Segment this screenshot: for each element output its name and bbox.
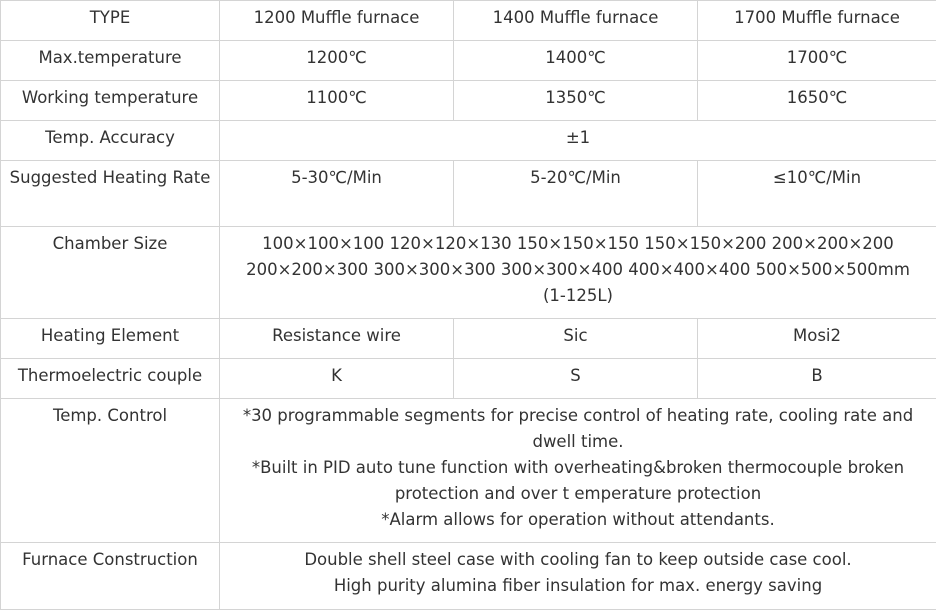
header-1400: 1400 Muffle furnace: [454, 1, 698, 41]
cell-construction-merged: [220, 543, 936, 610]
header-1700: 1700 Muffle furnace: [698, 1, 936, 41]
cell-1700: ≤10℃/Min: [698, 161, 936, 227]
header-type: TYPE: [1, 1, 220, 41]
row-label: Thermoelectric couple: [1, 359, 220, 399]
cell-chamber-merged: 100×100×100 120×120×130 150×150×150 150×150×200 200×200×200 200×200×300 300×300×300 300×300×400 400×400×400 500×500×500mm (1-125L): [220, 227, 936, 319]
cell-1400: 1350℃: [454, 81, 698, 121]
cell-1200: 1200℃: [220, 41, 454, 81]
construction-line-1: Double shell steel case with cooling fan to keep outside case cool.: [226, 547, 930, 573]
table-row-max-temperature: [1, 41, 936, 81]
row-label: Working temperature: [1, 81, 220, 121]
row-label: Suggested Heating Rate: [1, 161, 220, 227]
cell-1400: Sic: [454, 319, 698, 359]
cell-1700: Mosi2: [698, 319, 936, 359]
table-row-heating-rate: [1, 161, 936, 227]
cell-1700: B: [698, 359, 936, 399]
cell-1400: 5-20℃/Min: [454, 161, 698, 227]
table-row-chamber-size: [1, 227, 936, 319]
cell-1200: K: [220, 359, 454, 399]
row-label: Max.temperature: [1, 41, 220, 81]
cell-control-merged: [220, 399, 936, 543]
cell-1400: S: [454, 359, 698, 399]
row-label: Temp. Accuracy: [1, 121, 220, 161]
cell-1400: 1400℃: [454, 41, 698, 81]
row-label: Furnace Construction: [1, 543, 220, 610]
row-label: Chamber Size: [1, 227, 220, 319]
cell-1200: 1100℃: [220, 81, 454, 121]
table-row-working-temperature: [1, 81, 936, 121]
cell-1200: 5-30℃/Min: [220, 161, 454, 227]
table-row-heating-element: [1, 319, 936, 359]
table-row-furnace-construction: [1, 543, 936, 610]
cell-1700: 1650℃: [698, 81, 936, 121]
table-header-row: [1, 1, 936, 41]
row-label: Temp. Control: [1, 399, 220, 543]
cell-accuracy-merged: ±1: [220, 121, 936, 161]
table-row-thermocouple: [1, 359, 936, 399]
cell-1700: 1700℃: [698, 41, 936, 81]
control-line-3: *Alarm allows for operation without attendants.: [234, 507, 922, 533]
cell-1200: Resistance wire: [220, 319, 454, 359]
control-line-1: *30 programmable segments for precise control of heating rate, cooling rate and dwell time.: [234, 403, 922, 455]
control-line-2: *Built in PID auto tune function with overheating&broken thermocouple broken protection and over t emperature protection: [234, 455, 922, 507]
header-1200: 1200 Muffle furnace: [220, 1, 454, 41]
row-label: Heating Element: [1, 319, 220, 359]
table-row-temp-control: [1, 399, 936, 543]
construction-line-2: High purity alumina fiber insulation for max. energy saving: [226, 573, 930, 599]
table-row-temp-accuracy: [1, 121, 936, 161]
